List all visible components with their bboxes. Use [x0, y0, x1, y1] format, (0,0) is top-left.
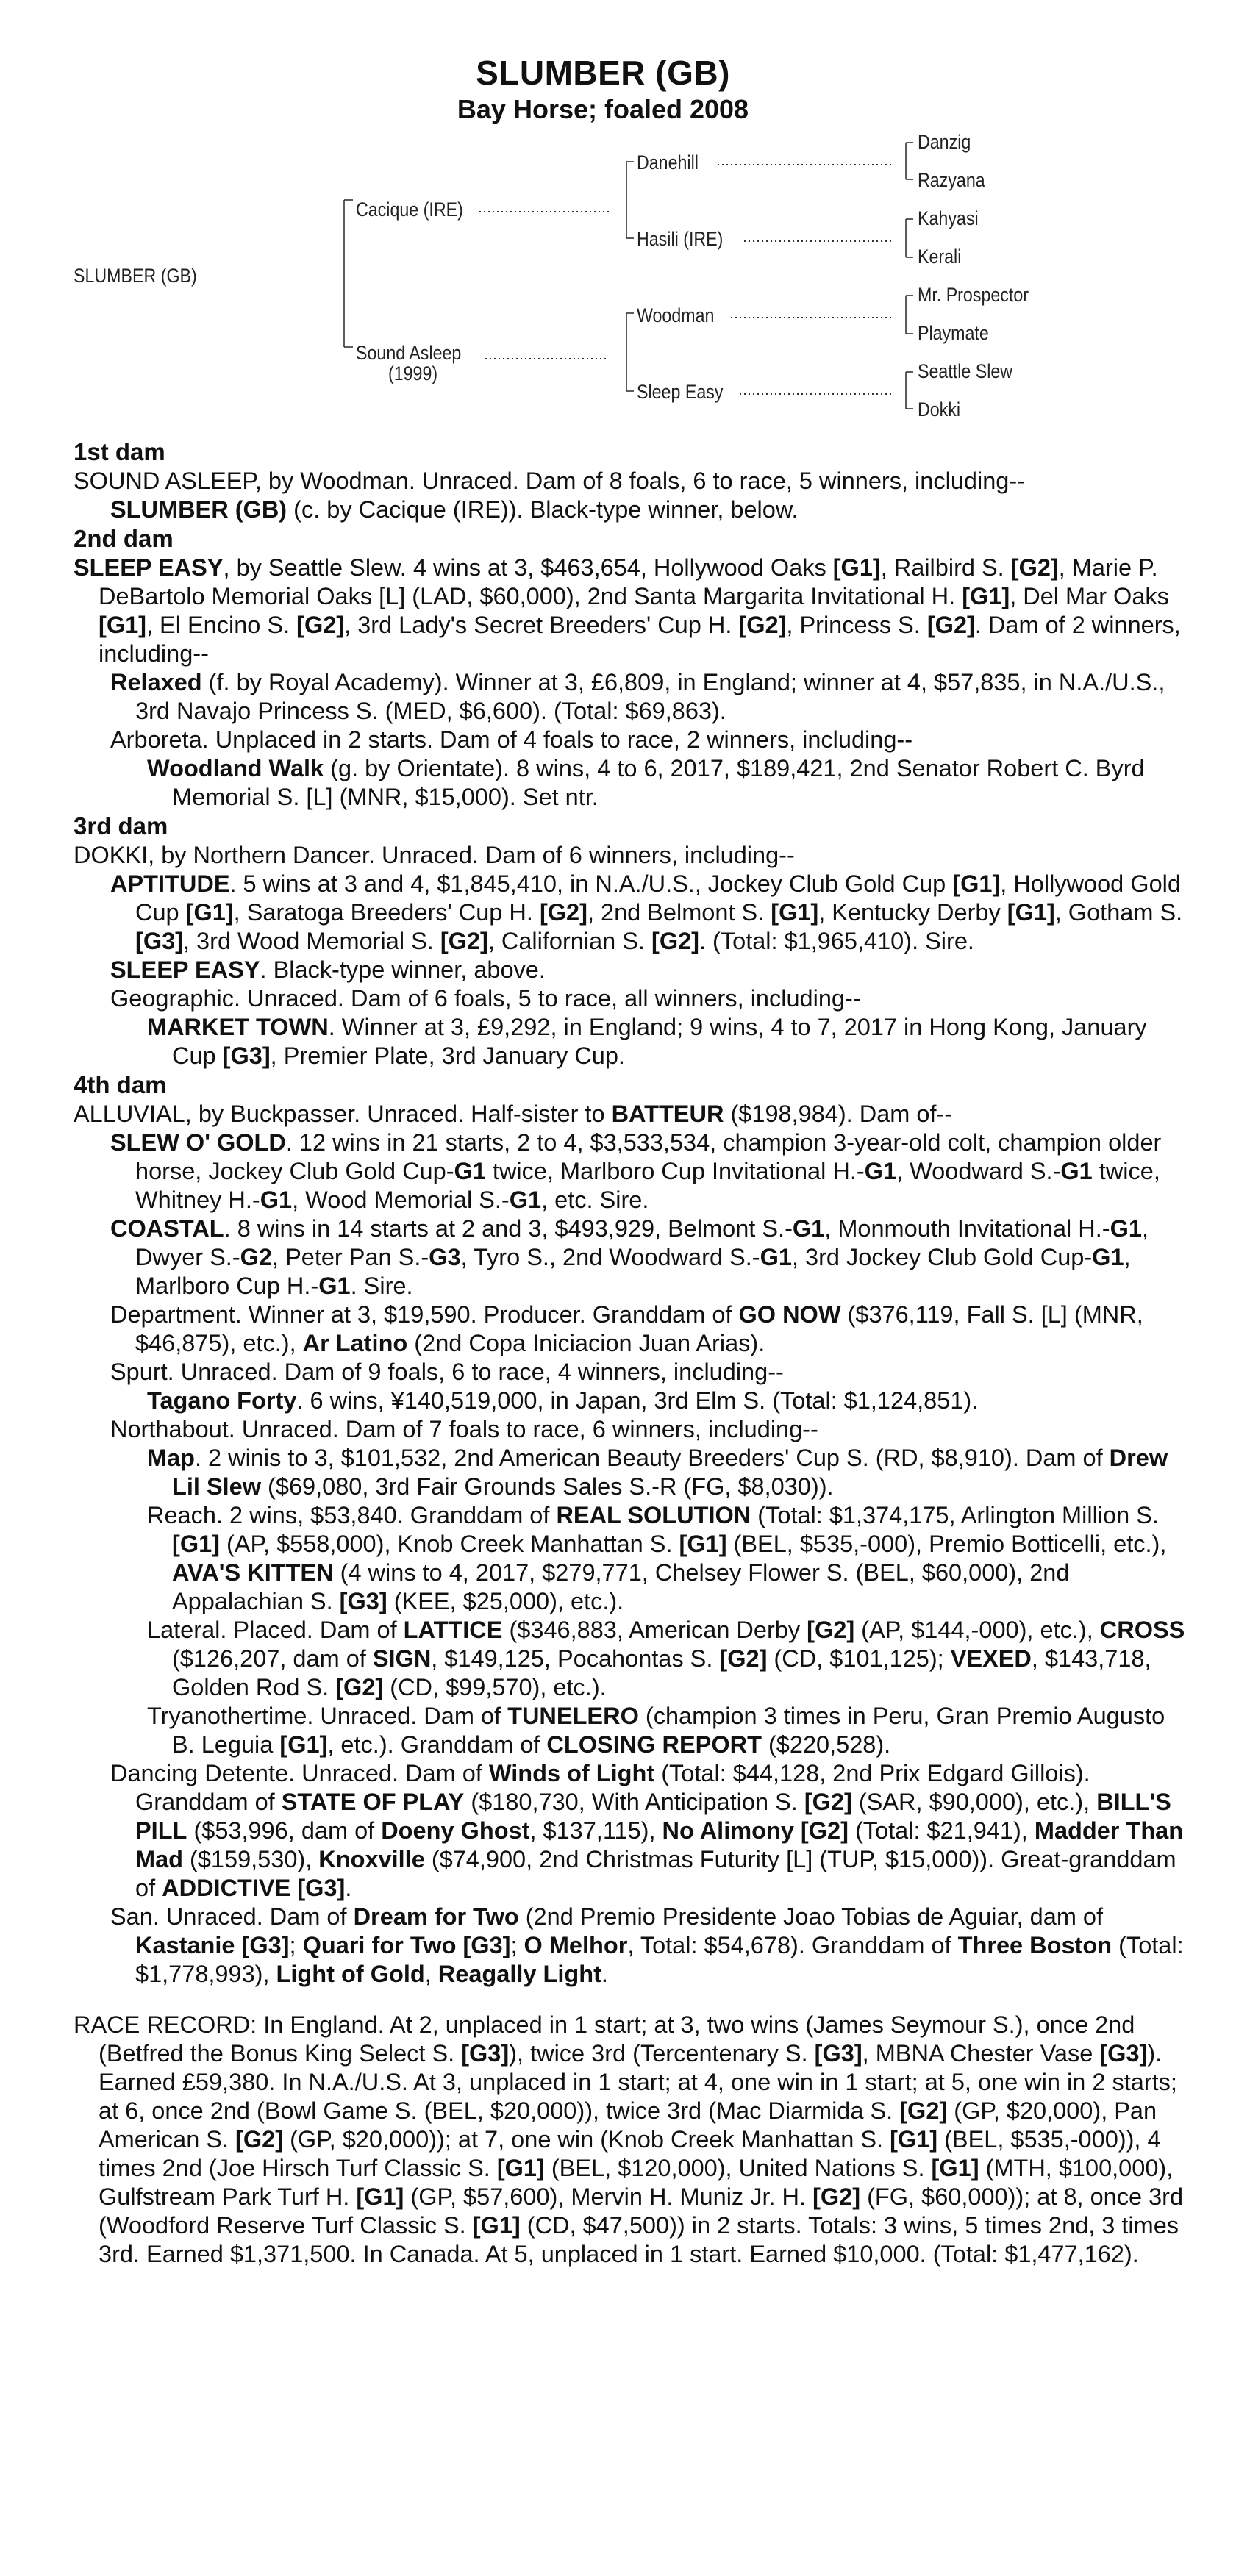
pedigree-gg-5: Mr. Prospector	[918, 284, 1029, 306]
pedigree-chart	[0, 125, 1250, 434]
page-subtitle: Bay Horse; foaled 2008	[457, 94, 749, 124]
pedigree-gg-4: Kerali	[918, 246, 962, 268]
northabout-produce	[147, 1444, 1191, 1759]
second-dam-heading: 2nd dam	[74, 525, 174, 552]
produce-aptitude: APTITUDE. 5 wins at 3 and 4, $1,845,410, in N.A./U.S., Jockey Club Gold Cup [G1], Hollywood Gold Cup [G1], Saratoga Breeders' Cup H. [G2], 2nd Belmont S. [G1], Kentucky Derby [G1], Gotham S. [G3], 3rd Wood Memorial S. [G2], Californian S. [G2]. (Total: $1,965,410). Sire.	[110, 870, 1183, 954]
produce-map: Map. 2 winis to 3, $101,532, 2nd American Beauty Breeders' Cup S. (RD, $8,910). Dam of Drew Lil Slew ($69,080, 3rd Fair Grounds Sales S.-R (FG, $8,030)).	[147, 1445, 1168, 1500]
produce-geographic: Geographic. Unraced. Dam of 6 foals, 5 to race, all winners, including--	[110, 985, 861, 1012]
produce-reach: Reach. 2 wins, $53,840. Granddam of REAL SOLUTION (Total: $1,374,175, Arlington Million S. [G1] (AP, $558,000), Knob Creek Manhattan S. [G1] (BEL, $535,-000), Premio Botticelli, etc.), AVA'S KITTEN (4 wins to 4, 2017, $279,771, Chelsey Flower S. (BEL, $60,000), 2nd Appalachian S. [G3] (KEE, $25,000), etc.).	[147, 1502, 1167, 1614]
page-title: SLUMBER (GB)	[476, 54, 730, 92]
produce-slew-o-gold: SLEW O' GOLD. 12 wins in 21 starts, 2 to 4, $3,533,534, champion 3-year-old colt, champion older horse, Jockey Club Gold Cup-G1 twice, Marlboro Cup Invitational H.-G1, Woodward S.-G1 twice, Whitney H.-G1, Wood Memorial S.-G1, etc. Sire.	[110, 1129, 1162, 1213]
first-dam-heading: 1st dam	[74, 438, 165, 465]
pedigree-gg-6: Playmate	[918, 322, 989, 344]
produce-coastal: COASTAL. 8 wins in 14 starts at 2 and 3, $493,929, Belmont S.-G1, Monmouth Invitational H.-G1, Dwyer S.-G2, Peter Pan S.-G3, Tyro S., 2nd Woodward S.-G1, 3rd Jockey Club Gold Cup-G1, Marlboro Cup H.-G1. Sire.	[110, 1215, 1149, 1299]
pedigree-gg-7: Seattle Slew	[918, 360, 1013, 382]
pedigree-dam: Sound Asleep	[356, 342, 462, 364]
produce-arboreta: Arboreta. Unplaced in 2 starts. Dam of 4 foals to race, 2 winners, including--	[110, 726, 913, 753]
pedigree-sire-dam: Hasili (IRE)	[637, 228, 724, 250]
fourth-dam-produce	[110, 1128, 1191, 1989]
produce-relaxed: Relaxed (f. by Royal Academy). Winner at 3, £6,809, in England; winner at 4, $57,835, in N.A./U.S., 3rd Navajo Princess S. (MED, $6,600). (Total: $69,863).	[110, 669, 1165, 724]
second-dam-entry: SLEEP EASY, by Seattle Slew. 4 wins at 3, $463,654, Hollywood Oaks [G1], Railbird S. [G2], Marie P. DeBartolo Memorial Oaks [L] (LAD, $60,000), 2nd Santa Margarita Invitational H. [G1], Del Mar Oaks [G1], El Encino S. [G2], 3rd Lady's Secret Breeders' Cup H. [G2], Princess S. [G2]. Dam of 2 winners, including--	[74, 554, 1181, 667]
produce-spurt: Spurt. Unraced. Dam of 9 foals, 6 to race, 4 winners, including--	[110, 1359, 784, 1385]
third-dam-entry: DOKKI, by Northern Dancer. Unraced. Dam of 6 winners, including--	[74, 842, 795, 868]
produce-san: San. Unraced. Dam of Dream for Two (2nd Premio Presidente Joao Tobias de Aguiar, dam of Kastanie [G3]; Quari for Two [G3]; O Melhor, Total: $54,678). Granddam of Three Boston (Total: $1,778,993), Light of Gold, Reagally Light.	[110, 1903, 1184, 1987]
pedigree-gg-1: Danzig	[918, 131, 971, 153]
pedigree-gg-8: Dokki	[918, 398, 961, 421]
race-record: RACE RECORD: In England. At 2, unplaced in 1 start; at 3, two wins (James Seymour S.), once 2nd (Betfred the Bonus King Select S. [G3]), twice 3rd (Tercentenary S. [G3], MBNA Chester Vase [G3]). Earned £59,380. In N.A./U.S. At 3, unplaced in 1 start; at 4, one win in 1 start; at 5, one win in 2 starts; at 6, once 2nd (Bowl Game S. (BEL, $20,000)), twice 3rd (Mac Diarmida S. [G2] (GP, $20,000), Pan American S. [G2] (GP, $20,000)); at 7, one win (Knob Creek Manhattan S. [G1] (BEL, $535,-000)), 4 times 2nd (Joe Hirsch Turf Classic S. [G1] (BEL, $120,000), United Nations S. [G1] (MTH, $100,000), Gulfstream Park Turf H. [G1] (GP, $57,600), Mervin H. Muniz Jr. H. [G2] (FG, $60,000)); at 8, once 3rd (Woodford Reserve Turf Classic S. [G1] (CD, $47,500)) in 2 starts. Totals: 3 wins, 5 times 2nd, 3 times 3rd. Earned $1,371,500. In Canada. At 5, unplaced in 1 start. Earned $10,000. (Total: $1,477,162).	[74, 2011, 1184, 2267]
third-dam-produce	[110, 870, 1191, 1070]
fourth-dam-heading: 4th dam	[74, 1071, 167, 1098]
pedigree-sire-sire: Danehill	[637, 151, 699, 173]
fourth-dam-entry: ALLUVIAL, by Buckpasser. Unraced. Half-sister to BATTEUR ($198,984). Dam of--	[74, 1101, 953, 1127]
produce-tagano-forty: Tagano Forty. 6 wins, ¥140,519,000, in Japan, 3rd Elm S. (Total: $1,124,851).	[147, 1387, 979, 1414]
produce-department: Department. Winner at 3, $19,590. Producer. Granddam of GO NOW ($376,119, Fall S. [L] (MNR, $46,875), etc.), Ar Latino (2nd Copa Iniciacion Juan Arias).	[110, 1301, 1143, 1356]
produce-dancing-detente: Dancing Detente. Unraced. Dam of Winds of Light (Total: $44,128, 2nd Prix Edgard Gillois). Granddam of STATE OF PLAY ($180,730, With Anticipation S. [G2] (SAR, $90,000), etc.), BILL'S PILL ($53,996, dam of Doeny Ghost, $137,115), No Alimony [G2] (Total: $21,941), Madder Than Mad ($159,530), Knoxville ($74,900, 2nd Christmas Futurity [L] (TUP, $15,000)). Great-granddam of ADDICTIVE [G3].	[110, 1760, 1184, 1901]
third-dam-heading: 3rd dam	[74, 812, 168, 840]
produce-market-town: MARKET TOWN. Winner at 3, £9,292, in England; 9 wins, 4 to 7, 2017 in Hong Kong, January Cup [G3], Premier Plate, 3rd January Cup.	[147, 1014, 1147, 1069]
pedigree-dam-year: (1999)	[388, 362, 438, 384]
pedigree-subject: SLUMBER (GB)	[74, 265, 197, 287]
pedigree-dam-sire: Woodman	[637, 304, 715, 326]
produce-tryanothertime: Tryanothertime. Unraced. Dam of TUNELERO (champion 3 times in Peru, Gran Premio Augusto B. Leguia [G1], etc.). Granddam of CLOSING REPORT ($220,528).	[147, 1703, 1165, 1758]
race-record-label: RACE RECORD:	[74, 2011, 257, 2038]
pedigree-gg-2: Razyana	[918, 169, 985, 191]
first-dam-entry: SOUND ASLEEP, by Woodman. Unraced. Dam of 8 foals, 6 to race, 5 winners, including--	[74, 468, 1025, 494]
produce-woodland-walk: Woodland Walk (g. by Orientate). 8 wins, 4 to 6, 2017, $189,421, 2nd Senator Robert C. Byrd Memorial S. [L] (MNR, $15,000). Set ntr.	[147, 755, 1145, 810]
produce-slumber: SLUMBER (GB) (c. by Cacique (IRE)). Black-type winner, below.	[110, 496, 799, 523]
produce-northabout: Northabout. Unraced. Dam of 7 foals to race, 6 winners, including--	[110, 1416, 818, 1442]
produce-sleep-easy: SLEEP EASY. Black-type winner, above.	[110, 956, 546, 983]
pedigree-dam-dam: Sleep Easy	[637, 381, 724, 403]
pedigree-sire: Cacique (IRE)	[356, 198, 463, 221]
catalogue-page-body	[74, 437, 1191, 2269]
produce-lateral: Lateral. Placed. Dam of LATTICE ($346,883, American Derby [G2] (AP, $144,-000), etc.), CROSS ($126,207, dam of SIGN, $149,125, Pocahontas S. [G2] (CD, $101,125); VEXED, $143,718, Golden Rod S. [G2] (CD, $99,570), etc.).	[147, 1617, 1185, 1700]
pedigree-gg-3: Kahyasi	[918, 207, 979, 229]
second-dam-produce	[110, 668, 1191, 812]
